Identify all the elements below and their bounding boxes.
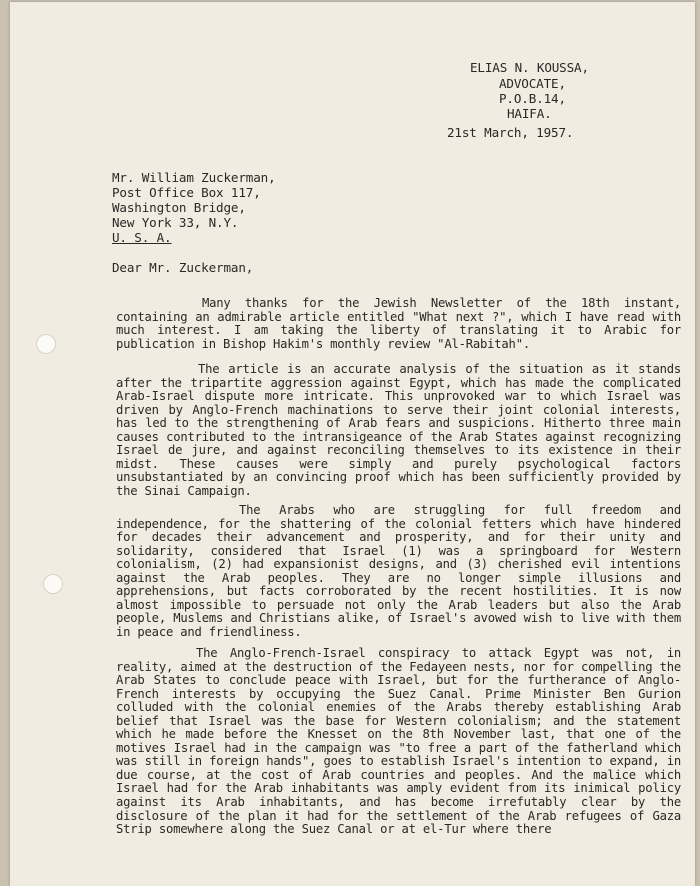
recipient-line-4: New York 33, N.Y. xyxy=(112,215,239,230)
letter-date: 21st March, 1957. xyxy=(447,125,574,140)
body-paragraph-2: The article is an accurate analysis of the situation as it stands after the tripartite aggression against Egypt, which has made the complicated Arab-Israel dispute more intricate. This unprovoked war to which Israel was driven by Anglo-French machinations to serve their joint colonial interests, has led to the strengthening of Arab fears and suspicions. Hitherto three main causes contributed to the intransigeance of the Arab States against recognizing Israel de jure, and against reconciling themselves to its existence in their midst. These causes were simply and purely psychological factors unsubstantiated by an convincing proof which has been sufficiently provided by the Sinai Campaign. xyxy=(116,362,681,498)
punch-hole-bottom xyxy=(43,574,63,594)
salutation: Dear Mr. Zuckerman, xyxy=(112,260,254,275)
recipient-line-1: Mr. William Zuckerman, xyxy=(112,170,276,185)
letterhead-box: P.O.B.14, xyxy=(499,91,566,106)
recipient-line-3: Washington Bridge, xyxy=(112,200,246,215)
letterhead-title: ADVOCATE, xyxy=(499,76,566,91)
body-paragraph-3: The Arabs who are struggling for full freedom and independence, for the shattering of the colonial fetters which have hindered for decades their advancement and prosperity, and for their unity and solidarity, considered that Israel (1) was a springboard for Western colonialism, (2) had expansionist designs, and (3) cherished evil intentions against the Arab peoples. They are no longer simple illusions and apprehensions, but facts corroborated by the recent hostilities. It is now almost impossible to persuade not only the Arab leaders but also the Arab people, Muslems and Christians alike, of Israel's avowed wish to live with them in peace and friendliness. xyxy=(116,503,681,639)
body-paragraph-4: The Anglo-French-Israel conspiracy to attack Egypt was not, in reality, aimed at the destruction of the Fedayeen nests, nor for compelling the Arab States to conclude peace with Israel, but for the furtherance of Anglo-French interests by occupying the Suez Canal. Prime Minister Ben Gurion colluded with the colonial enemies of the Arabs thereby establishing Arab belief that Israel was the base for Western colonialism; and the statement which he made before the Knesset on the 8th November last, that one of the motives Israel had in the campaign was "to free a part of the fatherland which was still in foreign hands", goes to establish Israel's intention to expand, in due course, at the cost of Arab countries and peoples. And the malice which Israel had for the Arab inhabitants was amply evident from its inimical policy against its Arab inhabitants, and has become irrefutably clear by the disclosure of the plan it had for the settlement of the Arab refugees of Gaza Strip somewhere along the Suez Canal or at el-Tur where there xyxy=(116,646,681,837)
letterhead-city: HAIFA. xyxy=(507,106,552,121)
punch-hole-top xyxy=(36,334,56,354)
letterhead-name: ELIAS N. KOUSSA, xyxy=(470,60,589,75)
body-paragraph-1: Many thanks for the Jewish Newsletter of the 18th instant, containing an admirable article entitled "What next ?", which I have read with much interest. I am taking the liberty of translating it to Arabic for publication in Bishop Hakim's monthly review "Al-Rabitah". xyxy=(116,296,681,351)
recipient-line-5: U. S. A. xyxy=(112,230,172,245)
recipient-line-2: Post Office Box 117, xyxy=(112,185,261,200)
